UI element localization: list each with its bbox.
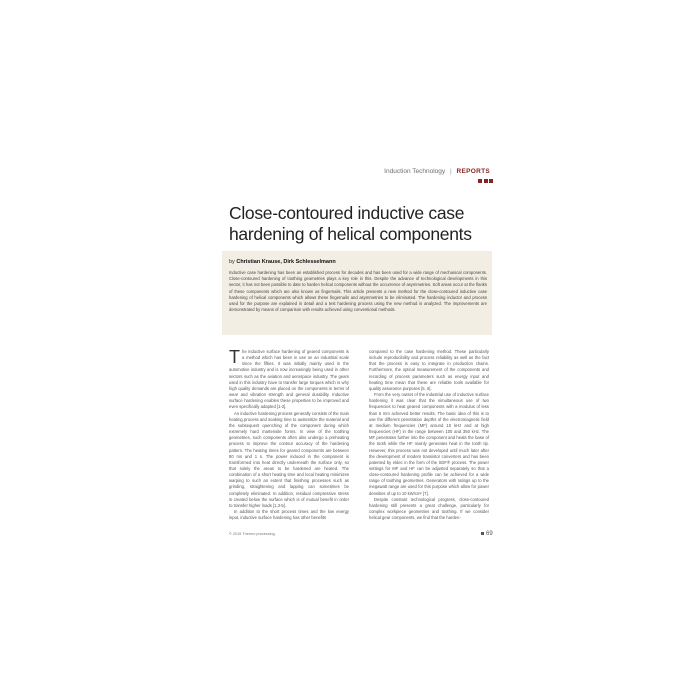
byline-prefix: by — [229, 259, 235, 265]
byline — [229, 259, 336, 265]
footer-page — [481, 531, 493, 537]
body-paragraph — [229, 349, 349, 411]
running-header — [384, 168, 490, 175]
page-square-icon — [481, 532, 484, 535]
header-section: REPORTS — [456, 168, 490, 175]
page-number: 69 — [486, 531, 493, 537]
drop-cap: T — [229, 347, 240, 367]
body-paragraph: Despite constant technological progress, close-contoured hardening still presents a great challenge, particularly for complex workpiece geometries and toothing. If we consider helical gear components, we find that the harden- — [369, 496, 489, 521]
header-squares-icon — [478, 170, 495, 188]
body-paragraph: From the very outset of the industrial use of inductive surface hardening it was clear that the simultaneous use of two frequencies to heat geared components with a modulus of less than 5 mm achieved better results. The basic idea of this is to use the different penetration depths of the electromagnetic field at medium frequencies (MF) around 10 kHz and at high frequencies (HF) in the range between 100 and 350 kHz. The MF penetrates further into the component and heats the base of the tooth while the HF mainly generates heat in the tooth tip. However, this process was not developed until much later after the development of modern transistor converters and has been patented by eldec in the form of the SDF® process. The power settings for MF and HF can be adjusted separately so that a close-contoured hardening profile can be achieved for a wide range of toothing geometries. Generators with ratings up to the megawatt range are used for this purpose which allow for power densities of up to 10 kW/cm² [7]. — [369, 392, 489, 496]
article-title: Close-contoured inductive case hardening of helical components — [229, 203, 472, 244]
abstract-text: Inductive case hardening has been an established process for decades and has been used for a wide range of mechanical components. Close-contoured hardening of toothing geometries plays a key role in this. Despite the advance of technological developments in this sector, it has not been possible to date to harden helical components without the occurrence of asymmetries. Soft areas occur at the flanks of these components which are also known as fingernails. This article presents a new method for the close-contoured inductive case hardening of helical components which allows these fingernails and asymmetries to be eliminated. The hardening inductor and process used for the purpose are explained in detail and a test hardening process using the new method is analyzed. The improvements are demonstrated by means of comparison with results achieved using conventional methods. — [229, 270, 487, 313]
body-paragraph: An inductive hardening process generally consists of the main heating process and soaking time to austenitize the material and the subsequent quenching of the component during which extremely hard martensite forms. In view of the toothing geometries, such components often also undergo a preheating process to improve the contour accuracy of the hardening pattern. The heating times for geared components are between 80 ms and 1 s. The power induced in the component is transformed into heat directly underneath the surface only, so that solely the areas to be hardened are heated. The combination of a short heating time and local heating minimizes warping to such an extent that finishing processes such as grinding, straightening and lapping can sometimes be completely eliminated. In addition, residual compressive stress is created below the surface which is of mutual benefit in order to transfer higher loads [1,3-5]. — [229, 410, 349, 508]
body-column-right — [369, 349, 489, 521]
header-section-label: Induction Technology — [384, 168, 446, 175]
byline-authors: Christian Krause, Dirk Schlesselmann — [236, 259, 336, 265]
footer-copyright: © 2015 Thermo processing — [229, 532, 275, 536]
body-paragraph: In addition to the short process times and the low energy input, inductive surface hardening has other benefits — [229, 509, 349, 521]
body-paragraph: compared to the case hardening method. These particularly include reproducibility and process reliability as well as the fact that the process is easy to integrate in production chains. Furthermore, the optical measurement of the components and recording of process parameters such as energy input and heating time mean that these are reliable tools available for quality assurance purposes [5, 6]. — [369, 349, 489, 391]
header-separator: | — [449, 168, 452, 175]
body-paragraph-text: he inductive surface hardening of geared components is a method which has been in use on an industrial scale since the fifties. It was initially mainly used in the automotive industry and is now increasingly being used in other sectors such as the aviation and aerospace industry. The gears used in this industry have to transfer large torques which is why high quality demands are placed on the components in terms of wear and vibration strength and general durability. Inductive surface hardening enables these properties to be improved and even specifically adapted [1-2]. — [229, 349, 349, 410]
body-column-left — [229, 349, 349, 521]
